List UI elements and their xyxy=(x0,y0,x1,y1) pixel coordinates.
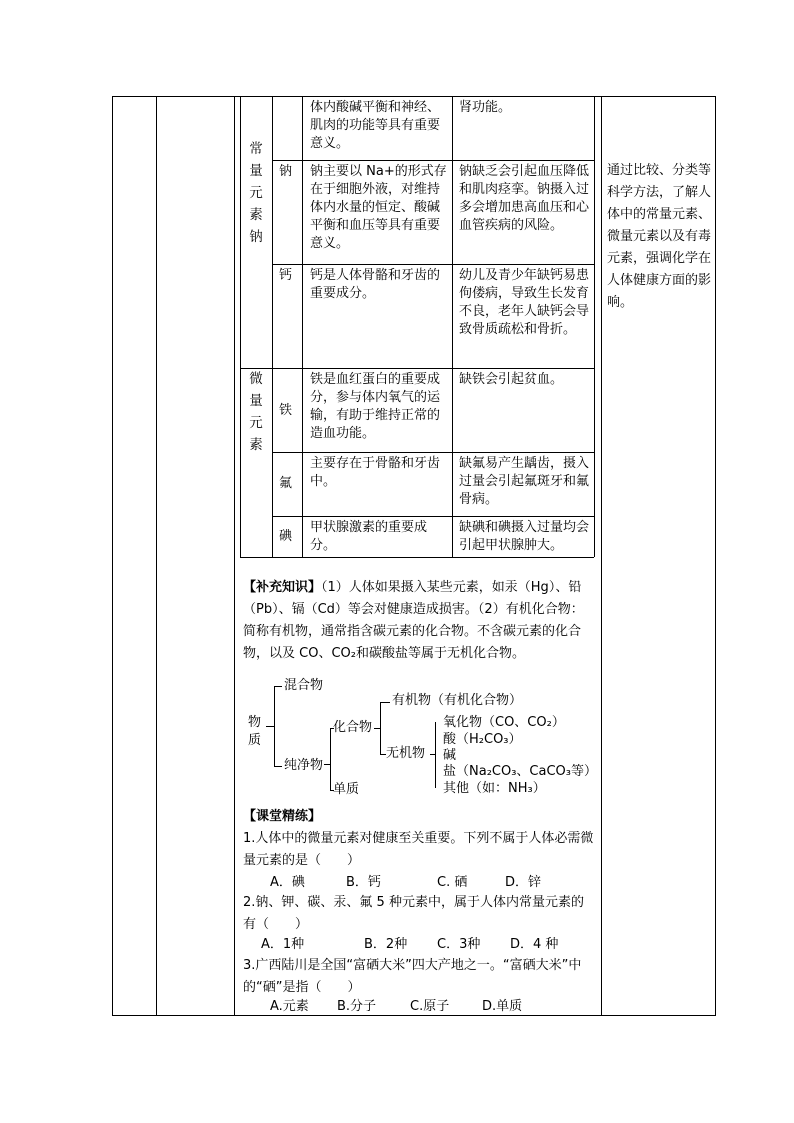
question-2: 2.钠、钾、碳、汞、氟 5 种元素中，属于人体内常量元素的有（ ） xyxy=(243,895,584,932)
tree-organic: 有机物（有机化合物） xyxy=(392,693,523,708)
table-cell-effect: 钠缺乏会引起血压降低和肌肉痉挛。钠摄入过多会增加患高血压和心血管疾病的风险。 xyxy=(459,164,590,233)
supplement-paragraph xyxy=(243,577,595,665)
tree-pure: 纯净物 xyxy=(284,758,324,773)
table-cell-effect: 缺碘和碘摄入过量均会引起甲状腺肿大。 xyxy=(459,520,590,553)
table-cell-element: 钠 xyxy=(279,164,293,179)
table-cell-element: 铁 xyxy=(279,403,293,418)
option[interactable]: A.元素 xyxy=(270,999,309,1014)
table-cell-element: 氟 xyxy=(279,476,293,491)
option[interactable]: D．锌 xyxy=(505,875,542,890)
tree-other: 其他（如：NH₃） xyxy=(443,781,546,796)
table-cell-function: 甲状腺激素的重要成分。 xyxy=(310,520,428,553)
tree-inorganic: 无机物 xyxy=(386,746,426,761)
question-1: 1.人体中的微量元素对健康至关重要。下列不属于人体必需微量元素的是（ ） xyxy=(243,831,594,868)
option[interactable]: B.分子 xyxy=(337,999,377,1014)
tree-root: 物质 xyxy=(248,715,262,748)
option[interactable]: A．碘 xyxy=(270,875,305,890)
tree-simple: 单质 xyxy=(333,782,360,797)
supplement-heading: 【补充知识】 xyxy=(243,580,322,595)
table-cell-function: 主要存在于骨骼和牙齿中。 xyxy=(310,456,441,489)
table-cell-element: 钙 xyxy=(279,268,293,283)
option[interactable]: C. 硒 xyxy=(437,875,468,890)
tree-salt: 盐（Na₂CO₃、CaCO₃等） xyxy=(443,764,597,779)
tree-acid: 酸（H₂CO₃） xyxy=(443,732,522,747)
table-cell-function: 铁是血红蛋白的重要成分，参与体内氧气的运输，有助于维持正常的造血功能。 xyxy=(310,372,441,441)
table-cell-effect: 幼儿及青少年缺钙易患佝偻病，导致生长发育不良，老年人缺钙会导致骨质疏松和骨折。 xyxy=(459,268,590,337)
table-cell-function: 钠主要以 Na+的形式存在于细胞外液，对维持体内水量的恒定、酸碱平衡和血压等具有重要意义。 xyxy=(310,164,447,251)
table-cell-effect: 肾功能。 xyxy=(459,100,512,115)
option[interactable]: C．3种 xyxy=(437,937,481,952)
supplement-text: （1）人体如果摄入某些元素，如汞（Hg）、铅（Pb）、镉（Cd）等会对健康造成损害。（2）有机化合物：简称有机物，通常指含碳元素的化合物。不含碳元素的化合物，以及 CO、CO₂和碳酸盐等属于无机化合物。 xyxy=(243,580,584,661)
table-cell-function: 钙是人体骨骼和牙齿的重要成分。 xyxy=(310,268,441,301)
option[interactable]: B．钙 xyxy=(346,875,381,890)
table-cell-effect: 缺铁会引起贫血。 xyxy=(459,372,564,387)
group-label-trace: 微量元素 xyxy=(249,371,263,453)
option[interactable]: B．2种 xyxy=(364,937,408,952)
tree-mixture: 混合物 xyxy=(284,678,324,693)
table-cell-function: 体内酸碱平衡和神经、肌肉的功能等具有重要意义。 xyxy=(310,100,441,151)
question-3: 3.广西陆川是全国“富硒大米”四大产地之一。“富硒大米”中的“硒”是指（ ） xyxy=(243,958,582,995)
group-label-constant: 常量元素钠 xyxy=(249,141,263,245)
table-cell-element: 碘 xyxy=(279,529,293,544)
practice-heading: 【课堂精练】 xyxy=(243,809,322,824)
design-intent-note: 通过比较、分类等科学方法，了解人体中的常量元素、微量元素以及有毒元素，强调化学在人体健康方面的影响。 xyxy=(607,163,712,310)
tree-compound: 化合物 xyxy=(333,720,373,735)
option[interactable]: D．4 种 xyxy=(510,937,559,952)
option[interactable]: C.原子 xyxy=(410,999,450,1014)
table-cell-effect: 缺氟易产生龋齿，摄入过量会引起氟斑牙和氟骨病。 xyxy=(459,456,590,507)
tree-base: 碱 xyxy=(443,748,457,763)
option[interactable]: A．1种 xyxy=(261,937,305,952)
option[interactable]: D.单质 xyxy=(482,999,523,1014)
tree-oxide: 氧化物（CO、CO₂） xyxy=(443,715,565,730)
